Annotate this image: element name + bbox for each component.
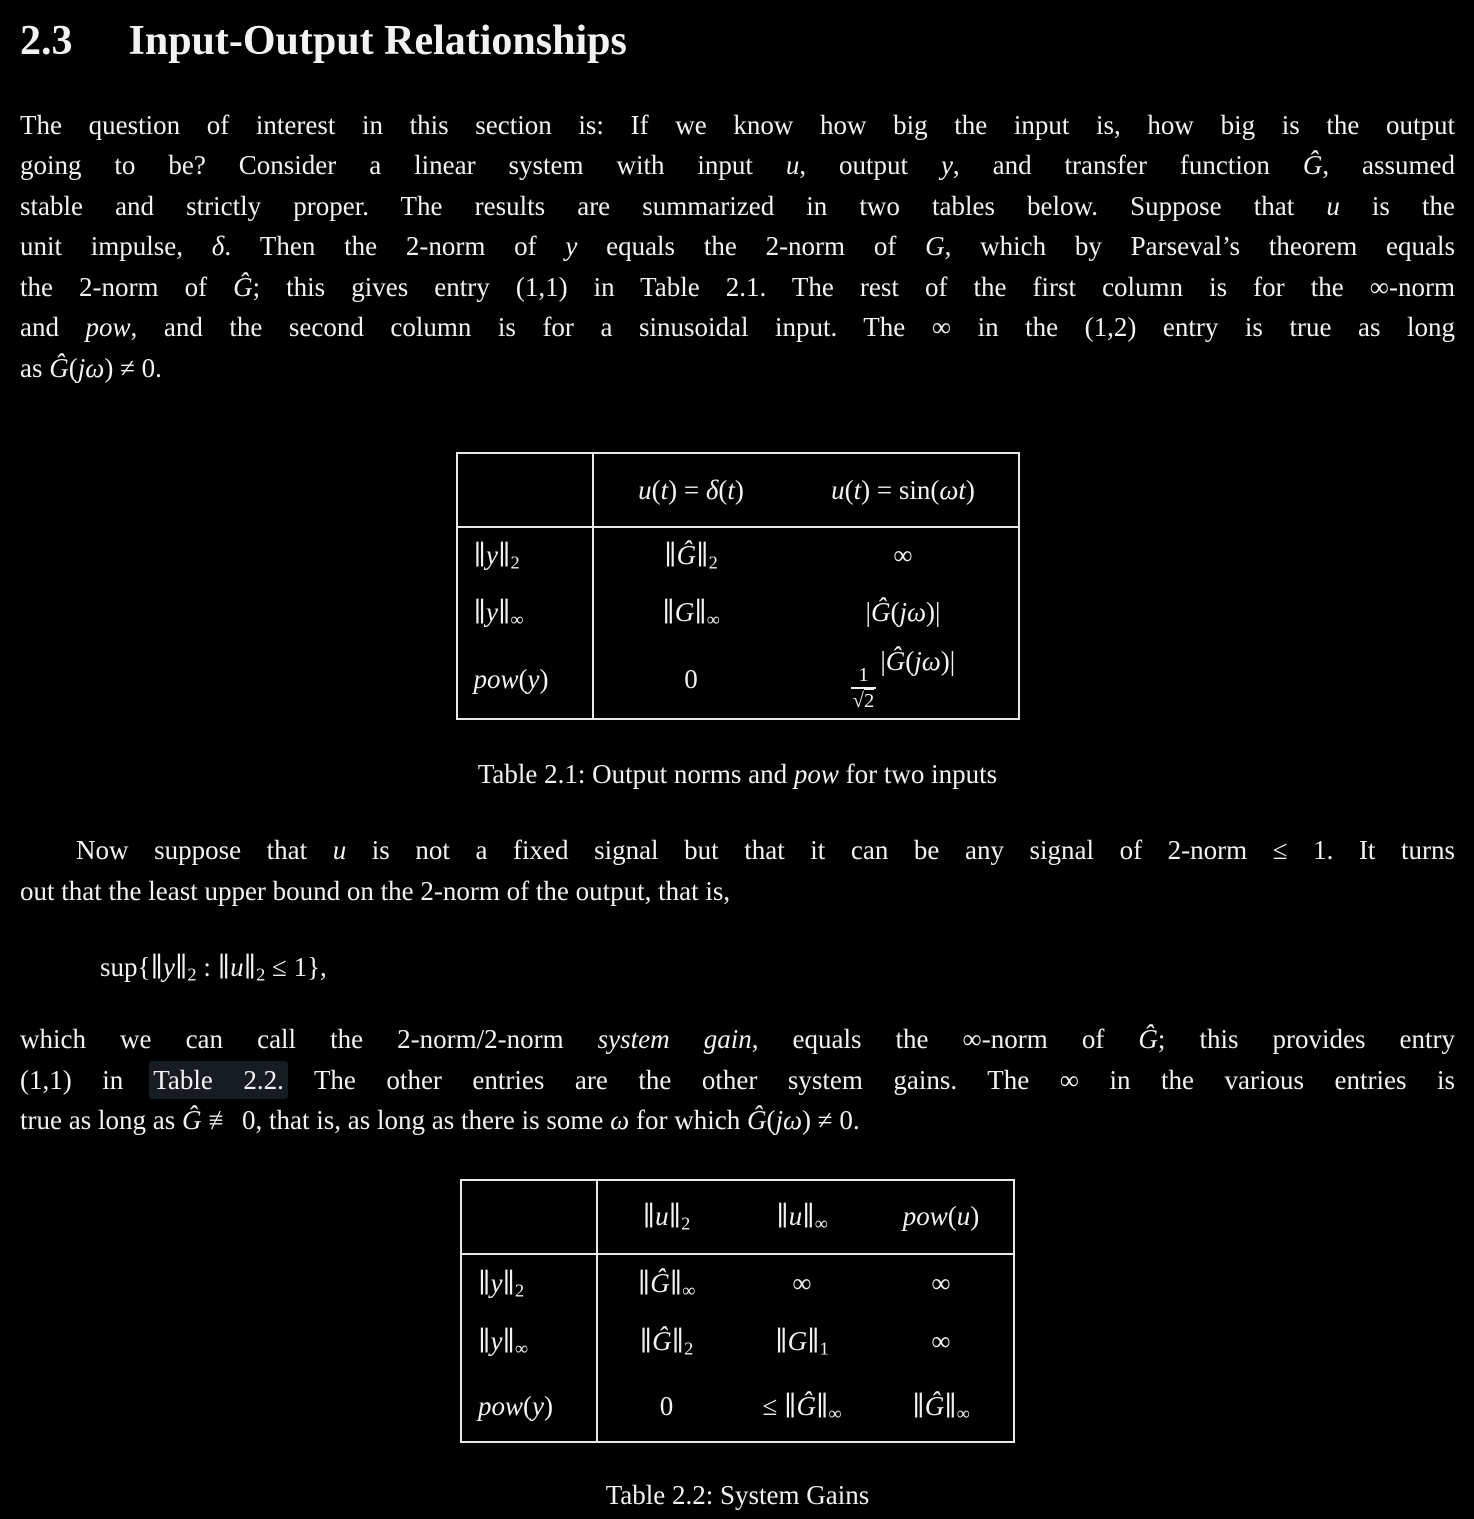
table-2-1-output-norms: [456, 452, 1020, 720]
text-line: The question of interest in this section is: If we know how big the input is, how big is the output: [20, 109, 1455, 140]
row-label-cell: $\parallel y\parallel_2$: [457, 527, 593, 583]
corner-cell: [461, 1180, 597, 1254]
table-row: [461, 1312, 1014, 1372]
value-cell: ∞: [931, 1267, 951, 1298]
value-cell: $\parallel Ĝ\parallel_2$: [664, 540, 718, 573]
value-cell: $\frac{1}{√2}$ |Ĝ(jω)|: [852, 645, 956, 713]
value-cell: ≤ $\parallel Ĝ\parallel_\infty$: [762, 1390, 842, 1424]
text-line: stable and strictly proper. The results are summarized in two tables below. Suppose that u is the: [20, 190, 1455, 221]
value-cell: $\parallel G\parallel_1$: [775, 1326, 829, 1359]
table-row: [457, 583, 1019, 641]
column-header-cell: $\parallel u\parallel_\infty$: [735, 1180, 869, 1254]
paragraph-system-gain: [20, 1019, 1455, 1141]
row-label-cell: pow(y): [457, 641, 593, 719]
table-caption-2-2: Table 2.2: System Gains: [605, 1479, 870, 1510]
corner-cell: [457, 453, 593, 527]
table-caption-2-1: Table 2.1: Output norms and pow for two inputs: [477, 759, 998, 790]
column-header-cell: pow(u): [869, 1180, 1014, 1254]
value-cell: $\parallel Ĝ\parallel_\infty$: [637, 1267, 696, 1301]
section-title: Input-Output Relationships: [128, 18, 627, 64]
section-number: 2.3: [20, 18, 73, 64]
value-cell: 0: [659, 1390, 674, 1421]
value-cell: $\parallel G\parallel_\infty$: [662, 596, 720, 630]
table-row: [461, 1372, 1014, 1442]
column-header-cell: u(t) = sin(ωt): [789, 453, 1019, 527]
section-heading: [20, 14, 1455, 69]
value-cell: 0: [684, 664, 698, 695]
text-line: unit impulse, δ. Then the 2-norm of y equals the 2-norm of G, which by Parseval’s theorem equals: [20, 231, 1456, 262]
table-row: [457, 641, 1019, 719]
value-cell: ∞: [893, 540, 913, 571]
table-header-row: [461, 1180, 1014, 1254]
table-header-row: [457, 453, 1019, 527]
table-row: [461, 1254, 1014, 1312]
column-header-cell: $\parallel u\parallel_2$: [597, 1180, 735, 1254]
paragraph-intro: [20, 105, 1455, 389]
value-cell: ∞: [792, 1267, 812, 1298]
row-label-cell: $\parallel y\parallel_2$: [461, 1254, 597, 1312]
value-cell: $\parallel Ĝ\parallel_\infty$: [912, 1390, 970, 1424]
column-header-cell: u(t) = δ(t): [593, 453, 789, 527]
paragraph-supremum: [20, 830, 1455, 911]
text-line: going to be? Consider a linear system with input u, output y, and transfer function Ĝ, assumed: [20, 150, 1455, 181]
row-label-cell: pow(y): [461, 1372, 597, 1442]
text-line: and pow, and the second column is for a sinusoidal input. The ∞ in the (1,2) entry is true as long: [20, 312, 1456, 343]
text-line: (1,1) in Table 2.2. The other entries are the other system gains. The ∞ in the various entries is: [20, 1064, 1456, 1095]
text-line: as Ĝ(jω) ≠ 0.: [20, 352, 162, 383]
text-line: the 2-norm of Ĝ; this gives entry (1,1) in Table 2.1. The rest of the first column is for the ∞-norm: [20, 271, 1455, 302]
value-cell: ∞: [931, 1326, 951, 1357]
value-cell: $\parallel Ĝ\parallel_2$: [639, 1326, 694, 1359]
sup-norm-formula: $sup\{\parallel y\parallel_2$ : $\parallel u\parallel_2 \le 1$},: [100, 952, 327, 985]
text-line: out that the least upper bound on the 2-norm of the output, that is,: [20, 875, 731, 906]
text-line: true as long as Ĝ ≢ 0, that is, as long as there is some ω for which Ĝ(jω) ≠ 0.: [20, 1105, 860, 1136]
row-label-cell: $\parallel y\parallel_\infty$: [461, 1312, 597, 1372]
table-2-2-system-gains: [460, 1179, 1015, 1443]
text-line: which we can call the 2-norm/2-norm system gain, equals the ∞-norm of Ĝ; this provides entry: [20, 1024, 1456, 1055]
table-row: [457, 527, 1019, 583]
value-cell: |Ĝ(jω)|: [865, 596, 941, 627]
text-line: Now suppose that u is not a fixed signal but that it can be any signal of 2-norm ≤ 1. It turns: [76, 835, 1456, 866]
row-label-cell: $\parallel y\parallel_\infty$: [457, 583, 593, 641]
